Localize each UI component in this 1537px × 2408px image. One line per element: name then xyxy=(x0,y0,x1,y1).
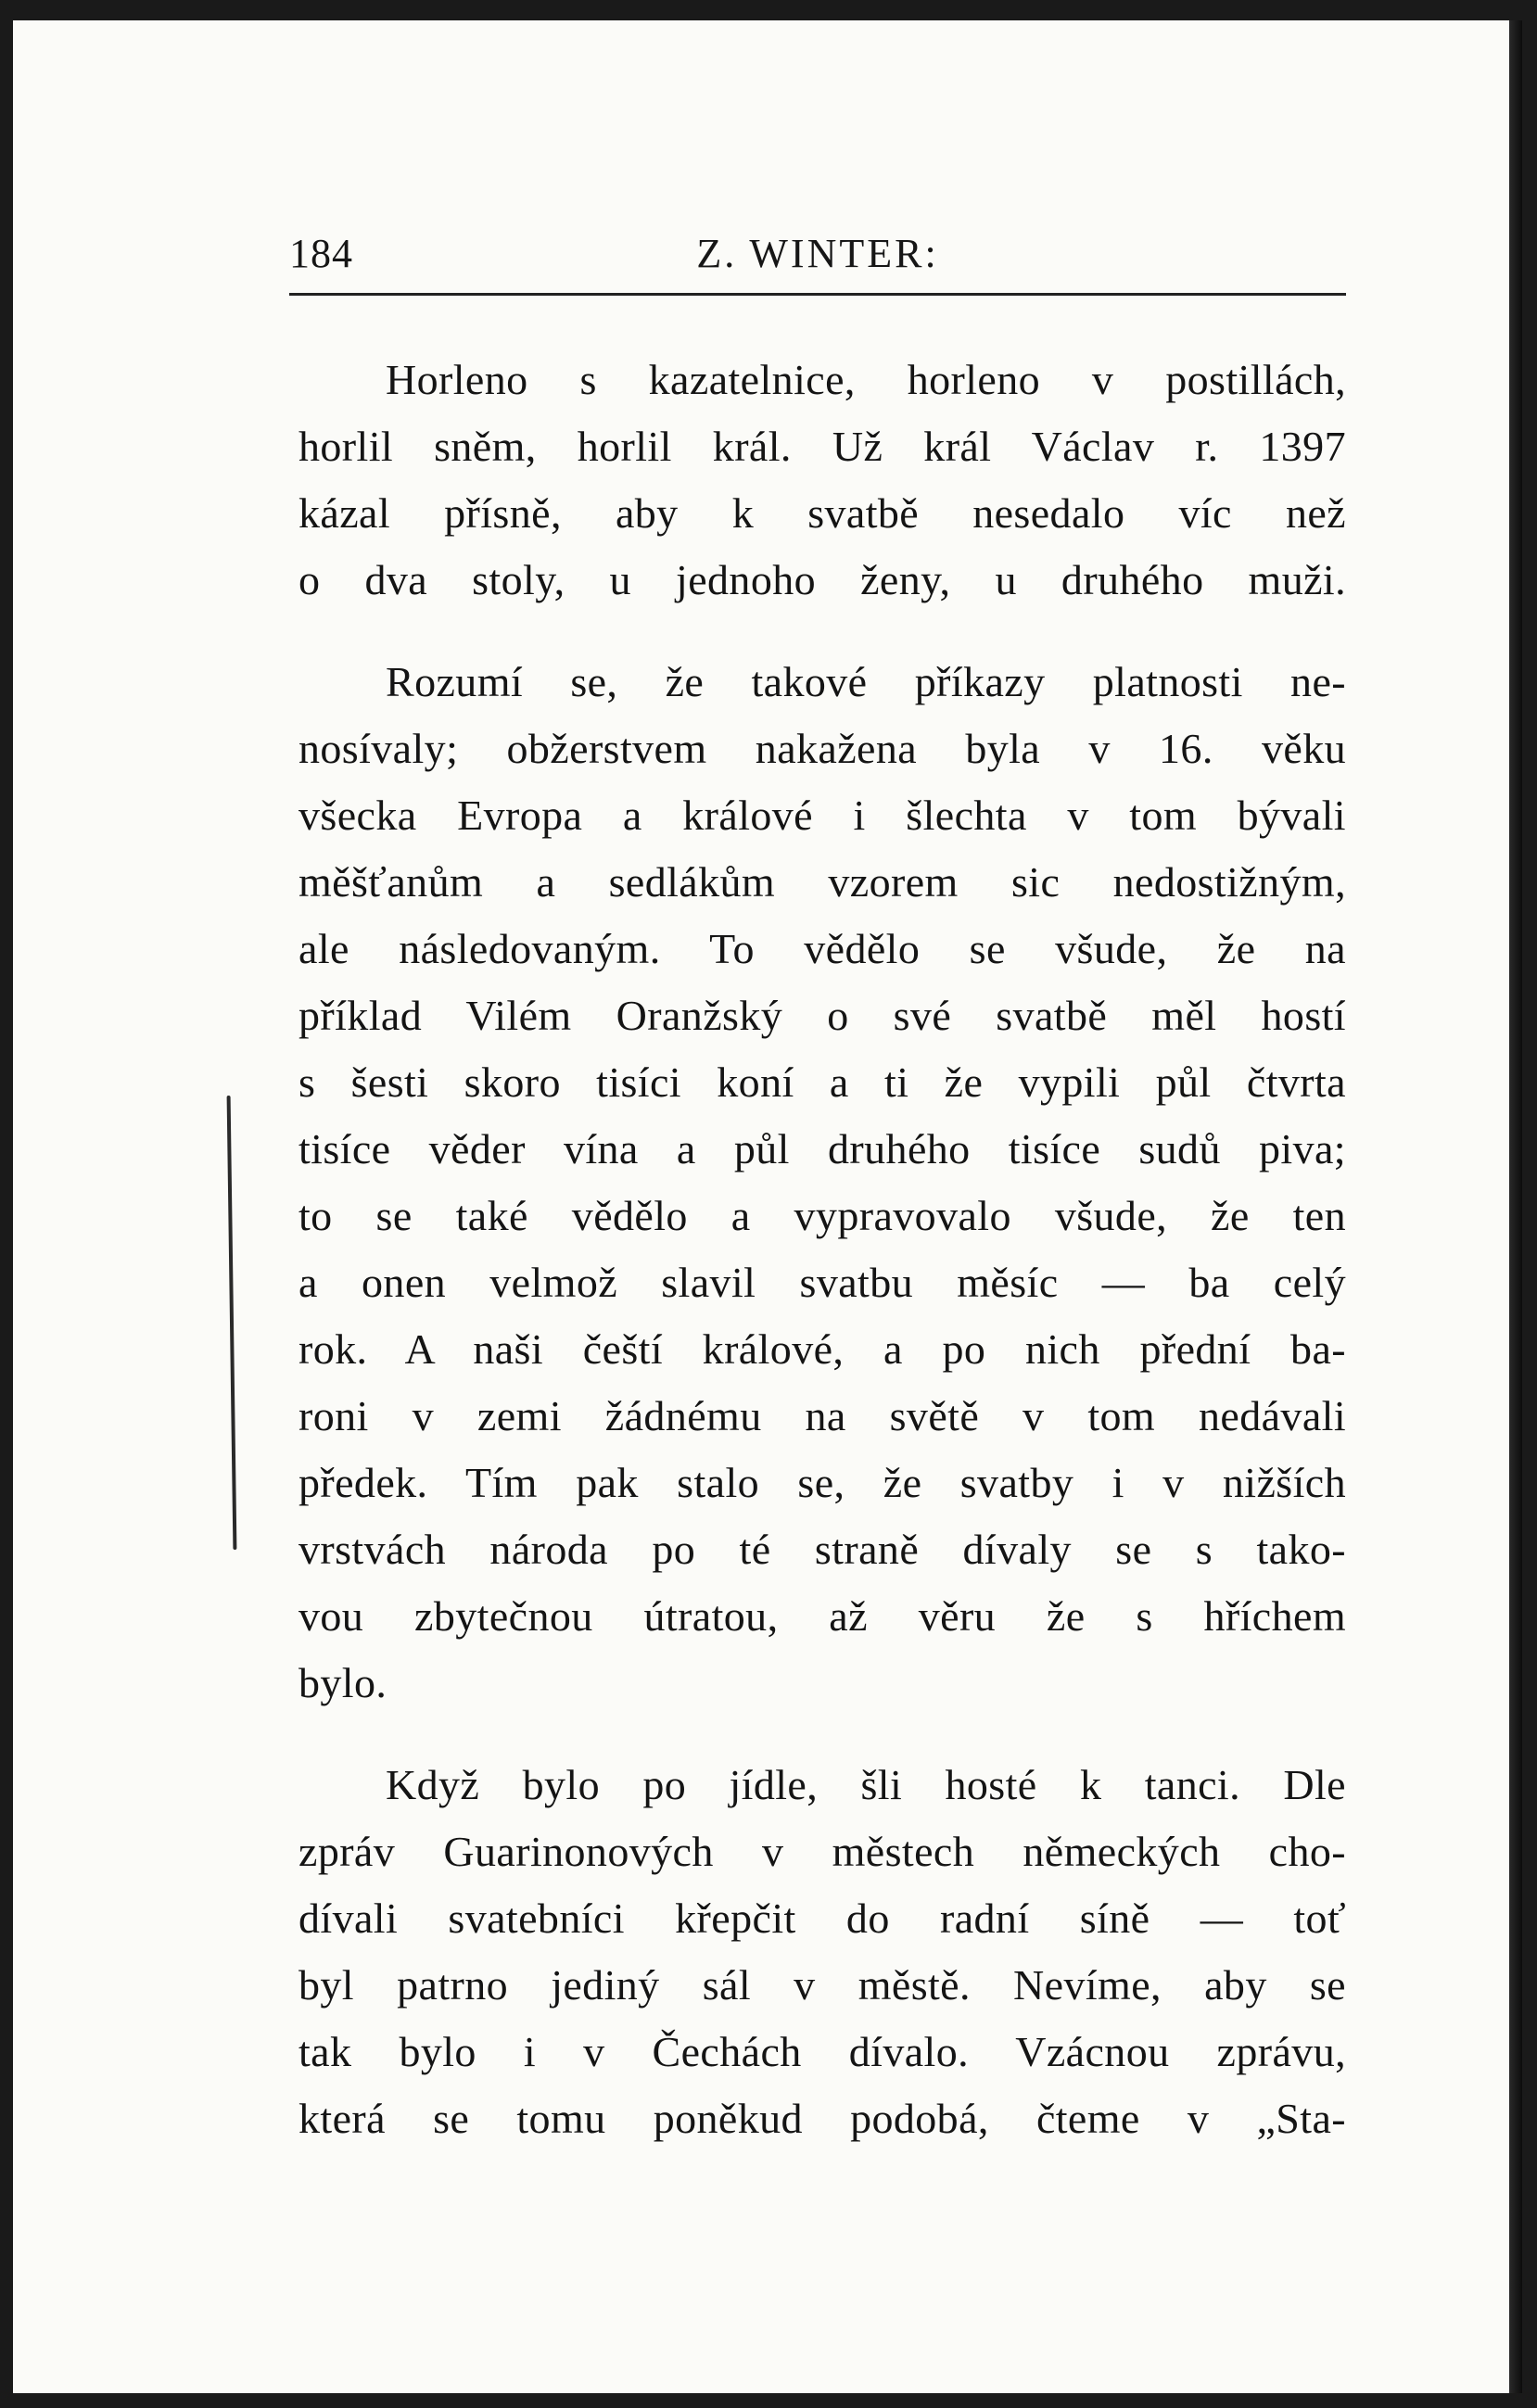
text-line: měšťanům a sedlákům vzorem sic nedostižným, xyxy=(299,858,1346,906)
text-line: příklad Vilém Oranžský o své svatbě měl hostí xyxy=(299,992,1346,1039)
text-line: která se tomu poněkud podobá, čteme v „Sta- xyxy=(299,2095,1346,2142)
text-line: tak bylo i v Čechách dívalo. Vzácnou zprávu, xyxy=(299,2028,1346,2075)
body-text xyxy=(299,347,1346,2152)
header-rule xyxy=(289,293,1346,296)
text-line: bylo. xyxy=(299,1659,387,1706)
text-line: Když bylo po jídle, šli hosté k tanci. Dle xyxy=(386,1761,1346,1808)
running-head xyxy=(289,224,1346,280)
paragraph xyxy=(299,649,1346,1717)
text-line: dívali svatebníci křepčit do radní síně — toť xyxy=(299,1895,1346,1942)
text-line: kázal přísně, aby k svatbě nesedalo víc než xyxy=(299,489,1346,537)
text-line: předek. Tím pak stalo se, že svatby i v nižších xyxy=(299,1459,1346,1506)
text-line: Rozumí se, že takové příkazy platnosti ne- xyxy=(386,658,1346,705)
text-line: byl patrno jediný sál v městě. Nevíme, aby se xyxy=(299,1961,1346,2009)
text-line: rok. A naši čeští králové, a po nich přední ba- xyxy=(299,1325,1346,1373)
running-title: Z. WINTER: xyxy=(696,231,939,276)
book-spine-edge xyxy=(1509,20,1522,2393)
text-line: Horleno s kazatelnice, horleno v postillách, xyxy=(386,356,1346,403)
text-line: vrstvách národa po té straně dívaly se s tako- xyxy=(299,1526,1346,1573)
page-number: 184 xyxy=(289,231,353,276)
text-line: horlil sněm, horlil král. Už král Václav r. 1397 xyxy=(299,423,1346,470)
text-line: vou zbytečnou útratou, až věru že s hříchem xyxy=(299,1592,1346,1640)
text-line: zpráv Guarinonových v městech německých cho- xyxy=(299,1828,1346,1875)
text-line: tisíce věder vína a půl druhého tisíce sudů piva; xyxy=(299,1125,1346,1172)
text-line: ale následovaným. To vědělo se všude, že na xyxy=(299,925,1346,972)
paragraph xyxy=(299,347,1346,614)
text-line: roni v zemi žádnému na světě v tom nedávali xyxy=(299,1392,1346,1439)
paragraph xyxy=(299,1752,1346,2152)
text-line: o dva stoly, u jednoho ženy, u druhého muži. xyxy=(299,556,1346,603)
text-line: všecka Evropa a králové i šlechta v tom bývali xyxy=(299,792,1346,839)
text-line: a onen velmož slavil svatbu měsíc — ba celý xyxy=(299,1259,1346,1306)
text-line: s šesti skoro tisíci koní a ti že vypili půl čtvrta xyxy=(299,1058,1346,1106)
text-line: to se také vědělo a vypravovalo všude, že ten xyxy=(299,1192,1346,1239)
text-line: nosívaly; obžerstvem nakažena byla v 16. věku xyxy=(299,725,1346,772)
